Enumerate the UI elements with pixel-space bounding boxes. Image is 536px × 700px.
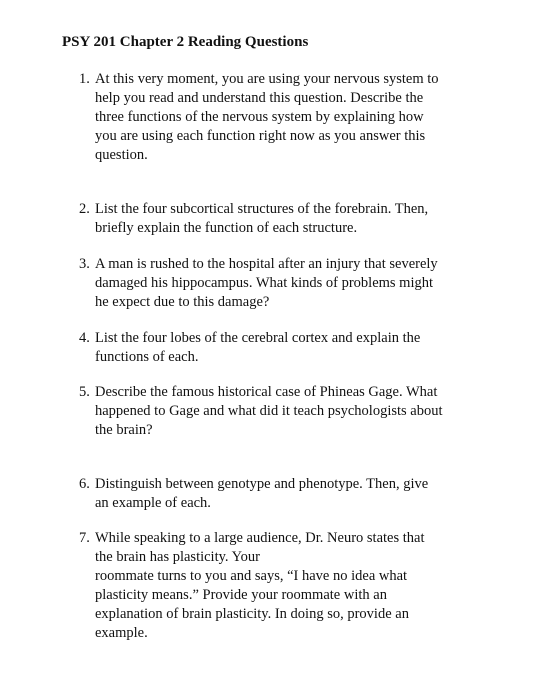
question-text-line: happened to Gage and what did it teach psychologists about	[95, 403, 443, 419]
question-text-line: Distinguish between genotype and phenotype. Then, give	[95, 476, 429, 492]
question-number: 3.	[79, 256, 90, 272]
question-6	[79, 475, 499, 513]
question-text-line: explanation of brain plasticity. In doing so, provide an	[95, 606, 409, 622]
question-number: 7.	[79, 530, 90, 546]
question-2	[79, 200, 499, 238]
question-number: 5.	[79, 384, 90, 400]
question-text-line: plasticity means.” Provide your roommate with an	[95, 587, 387, 603]
question-text-line: he expect due to this damage?	[95, 294, 270, 310]
question-number: 6.	[79, 476, 90, 492]
question-number: 4.	[79, 330, 90, 346]
question-text-line: the brain?	[95, 422, 153, 438]
question-text-line: you are using each function right now as you answer this	[95, 128, 426, 144]
question-text-line: roommate turns to you and says, “I have no idea what	[95, 568, 408, 584]
question-7	[79, 529, 499, 643]
question-text-line: question.	[95, 147, 148, 163]
question-1	[79, 70, 499, 165]
question-text-line: Describe the famous historical case of Phineas Gage. What	[95, 384, 438, 400]
question-text-line: damaged his hippocampus. What kinds of problems might	[95, 275, 434, 291]
page-title: PSY 201 Chapter 2 Reading Questions	[62, 34, 309, 50]
question-number: 1.	[79, 71, 90, 87]
question-text-line: example.	[95, 625, 148, 641]
question-text-line: the brain has plasticity. Your	[95, 549, 260, 565]
question-text-line: functions of each.	[95, 349, 199, 365]
question-5	[79, 383, 499, 440]
question-text-line: briefly explain the function of each structure.	[95, 220, 358, 236]
question-text-line: List the four lobes of the cerebral cortex and explain the	[95, 330, 421, 346]
question-text-line: A man is rushed to the hospital after an injury that severely	[95, 256, 438, 272]
question-4	[79, 329, 499, 367]
question-text-line: an example of each.	[95, 495, 211, 511]
question-text-line: While speaking to a large audience, Dr. Neuro states that	[95, 530, 425, 546]
question-text-line: help you read and understand this question. Describe the	[95, 90, 424, 106]
question-text-line: three functions of the nervous system by explaining how	[95, 109, 424, 125]
question-3	[79, 255, 499, 312]
question-text-line: List the four subcortical structures of the forebrain. Then,	[95, 201, 429, 217]
question-text-line: At this very moment, you are using your nervous system to	[95, 71, 439, 87]
question-number: 2.	[79, 201, 90, 217]
